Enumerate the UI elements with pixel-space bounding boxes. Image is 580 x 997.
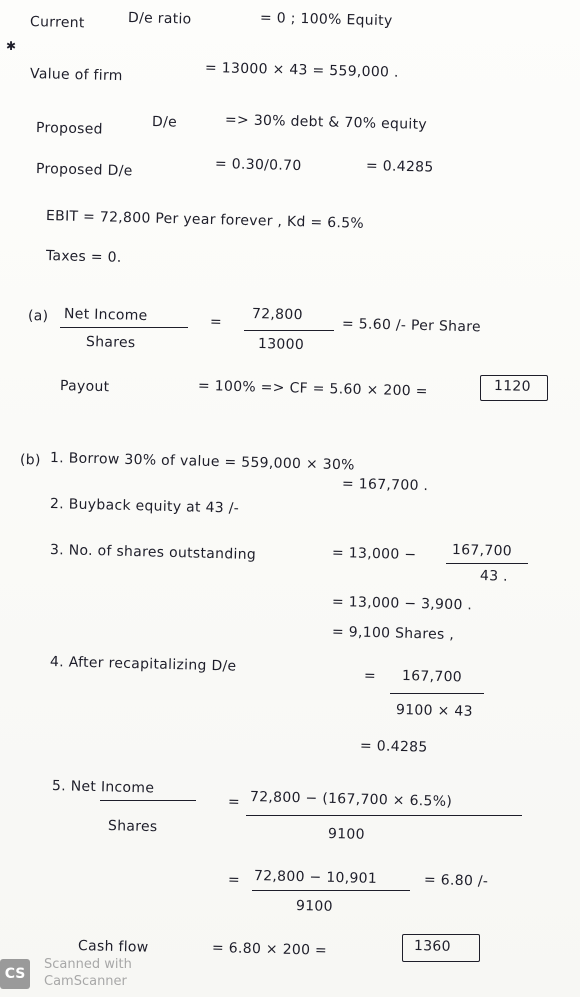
current-de-eq: = 0 ; 100% Equity [259,10,393,30]
step4-fraction-bar [390,693,484,694]
taxes-line: Taxes = 0. [45,248,122,266]
step5-denominator-label: Shares [107,818,158,836]
step3-eq: = 13,000 − [331,545,417,564]
step1-result: = 167,700 . [341,476,429,495]
proposed-de: D/e [151,114,178,131]
part-b-marker: (b) [19,452,41,469]
step3-line2: = 13,000 − 3,900 . [331,594,473,614]
step5-den: 9100 [327,826,366,843]
part-a-numerator: Net Income [63,306,148,325]
step5-line2-result: = 6.80 /- [423,872,489,890]
step5-line2-bar [252,890,410,891]
part-a-marker: (a) [27,308,49,325]
payout-text: = 100% => CF = 5.60 × 200 = [197,378,428,400]
step3-den: 43 . [479,568,509,585]
step3-fraction-bar [446,563,528,564]
proposed-eq: => 30% debt & 70% equity [224,112,428,133]
step4-text: 4. After recapitalizing D/e [49,654,237,675]
step5-line2-num: 72,800 − 10,901 [253,868,378,888]
margin-mark: ✱ [6,39,17,53]
part-a-result: = 5.60 /- Per Share [341,316,482,336]
current-label: Current [29,14,85,32]
step5-line2-eq: = [227,872,241,889]
part-a-value-bar [244,330,334,331]
proposed2-label: Proposed D/e [35,161,133,180]
payout-answer: 1120 [493,378,532,395]
cashflow-text: = 6.80 × 200 = [211,940,328,959]
proposed2-result: = 0.4285 [365,158,434,176]
part-a-value-den: 13000 [257,336,305,354]
part-a-denominator: Shares [85,334,136,352]
ebit-line: EBIT = 72,800 Per year forever , Kd = 6.5% [45,208,365,232]
camscanner-logo-icon: CS [0,959,30,989]
cashflow-label: Cash flow [77,938,149,956]
step3-num: 167,700 [451,542,513,560]
step3-line3: = 9,100 Shares , [331,624,455,643]
step4-num: 167,700 [401,668,463,686]
step5-fraction-bar [246,815,522,816]
value-eq: = 13000 × 43 = 559,000 . [204,60,399,81]
payout-label: Payout [59,378,110,396]
part-a-fraction-bar [60,327,188,328]
part-a-eq: = [209,314,223,331]
step4-den: 9100 × 43 [395,702,473,720]
current-de-label: D/e ratio [127,10,192,28]
cashflow-answer: 1360 [413,938,452,955]
watermark-line2: CamScanner [44,974,127,989]
step2-text: 2. Buyback equity at 43 /- [49,496,240,517]
step5-eq: = [227,794,241,811]
watermark-line1: Scanned with [44,957,132,972]
step3-text: 3. No. of shares outstanding [49,542,257,564]
part-a-value-num: 72,800 [251,306,303,324]
step4-eq: = [363,668,377,685]
step4-result: = 0.4285 [359,738,428,756]
step5-label-bar [100,800,196,801]
step5-line2-den: 9100 [295,898,334,915]
proposed-label: Proposed [35,120,104,138]
step5-num: 72,800 − (167,700 × 6.5%) [249,789,453,810]
value-label: Value of firm [29,66,123,85]
camscanner-watermark [0,955,160,995]
step5-numerator-label: 5. Net Income [51,778,155,797]
proposed2-eq: = 0.30/0.70 [214,156,302,175]
step1-text: 1. Borrow 30% of value = 559,000 × 30% [49,450,355,474]
